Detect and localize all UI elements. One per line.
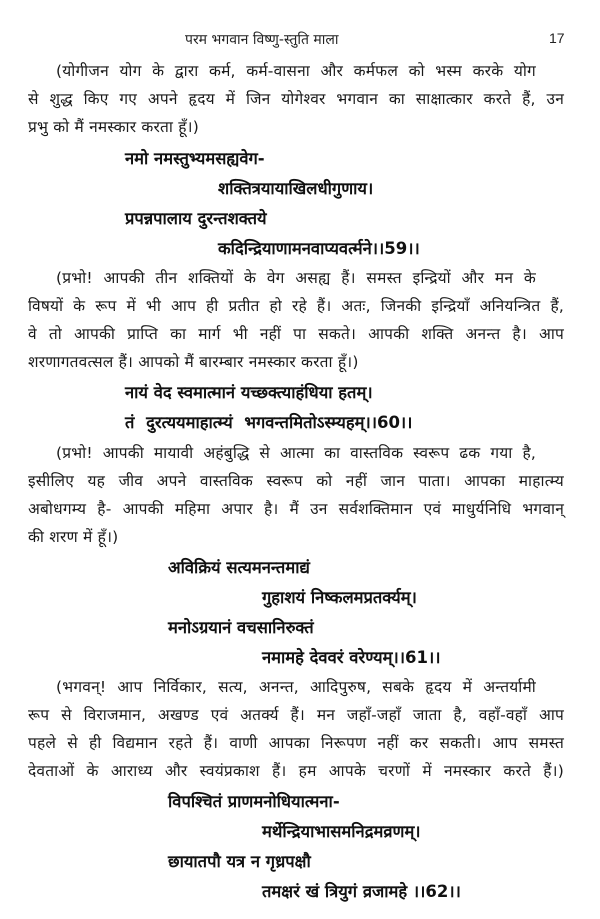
prose-line: वे तो आपकी प्राप्ति का मार्ग भी नहीं पा सकते। आपकी शक्ति अनन्त है। आप bbox=[28, 325, 564, 343]
prose-line: इसीलिए यह जीव अपने वास्तविक स्वरूप को नहीं जान पाता। आपका माहात्म्य bbox=[28, 472, 564, 490]
verse-line: अविक्रियं सत्यमनन्तमाद्यं bbox=[168, 558, 310, 577]
prose-line: पहले से ही विद्यमान रहते हैं। वाणी आपका निरूपण नहीं कर सकती। आप समस्त bbox=[28, 734, 564, 752]
page-number: 17 bbox=[549, 30, 565, 46]
prose-line: (प्रभो! आपकी मायावी अहंबुद्धि से आत्मा का वास्तविक स्वरूप ढक गया है, bbox=[56, 444, 536, 462]
verse-line: प्रपन्नपालाय दुरन्तशक्तये bbox=[125, 209, 267, 228]
verse-line: विपश्चितं प्राणमनोधियात्मना- bbox=[168, 792, 340, 811]
running-title: परम भगवान विष्णु-स्तुति माला bbox=[185, 32, 339, 48]
verse-line: तमक्षरं खं त्रियुगं व्रजामहे ।।62।। bbox=[262, 882, 461, 901]
verse-line: कदिन्द्रियाणामनवाप्यवर्त्मने।।59।। bbox=[218, 239, 420, 258]
verse-line: छायातपौ यत्र न गृध्रपक्षौ bbox=[168, 852, 311, 871]
prose-line: विषयों के रूप में भी आप ही प्रतीत हो रहे हैं। अतः, जिनकी इन्द्रियाँ अनियन्त्रित हैं, bbox=[28, 297, 564, 315]
prose-line: (योगीजन योग के द्वारा कर्म, कर्म-वासना और कर्मफल को भस्म करके योग bbox=[56, 62, 536, 80]
prose-line: (भगवन्! आप निर्विकार, सत्य, अनन्त, आदिपुरुष, सबके हृदय में अन्तर्यामी bbox=[56, 678, 536, 696]
prose-line: रूप से विराजमान, अखण्ड एवं अतर्क्य हैं। मन जहाँ-जहाँ जाता है, वहाँ-वहाँ आप bbox=[28, 706, 564, 724]
prose-line: प्रभु को मैं नमस्कार करता हूँ।) bbox=[28, 118, 199, 136]
prose-line: की शरण में हूँ।) bbox=[28, 528, 119, 546]
verse-line: नमामहे देववरं वरेण्यम्।।61।। bbox=[262, 648, 441, 667]
prose-line: से शुद्ध किए गए अपने हृदय में जिन योगेश्वर भगवान का साक्षात्कार करते हैं, उन bbox=[28, 90, 564, 108]
verse-line: तं दुरत्ययमाहात्म्यं भगवन्तमितोऽस्म्यहम्।।60।। bbox=[125, 413, 413, 432]
verse-line: नायं वेद स्वमात्मानं यच्छक्त्याहंधिया हतम्। bbox=[125, 383, 373, 402]
prose-line: देवताओं के आराध्य और स्वयंप्रकाश हैं। हम आपके चरणों में नमस्कार करते हैं।) bbox=[28, 762, 564, 780]
verse-line: मनोऽग्रयानं वचसानिरुक्तं bbox=[168, 618, 314, 637]
verse-line: मर्थेन्द्रियाभासमनिद्रमव्रणम्। bbox=[262, 822, 421, 841]
page-header bbox=[0, 30, 600, 52]
prose-line: शरणागतवत्सल हैं। आपको मैं बारम्बार नमस्कार करता हूँ।) bbox=[28, 353, 359, 371]
verse-line: शक्तित्रयायाखिलधीगुणाय। bbox=[218, 179, 374, 198]
prose-line: (प्रभो! आपकी तीन शक्तियों के वेग असह्य हैं। समस्त इन्द्रियों और मन के bbox=[56, 269, 536, 287]
verse-line: गुहाशयं निष्कलमप्रतर्क्यम्। bbox=[262, 588, 417, 607]
prose-line: अबोधगम्य है- आपकी महिमा अपार है। मैं उन सर्वशक्तिमान एवं माधुर्यनिधि भगवान् bbox=[28, 500, 564, 518]
verse-line: नमो नमस्तुभ्यमसह्यवेग- bbox=[125, 149, 265, 168]
